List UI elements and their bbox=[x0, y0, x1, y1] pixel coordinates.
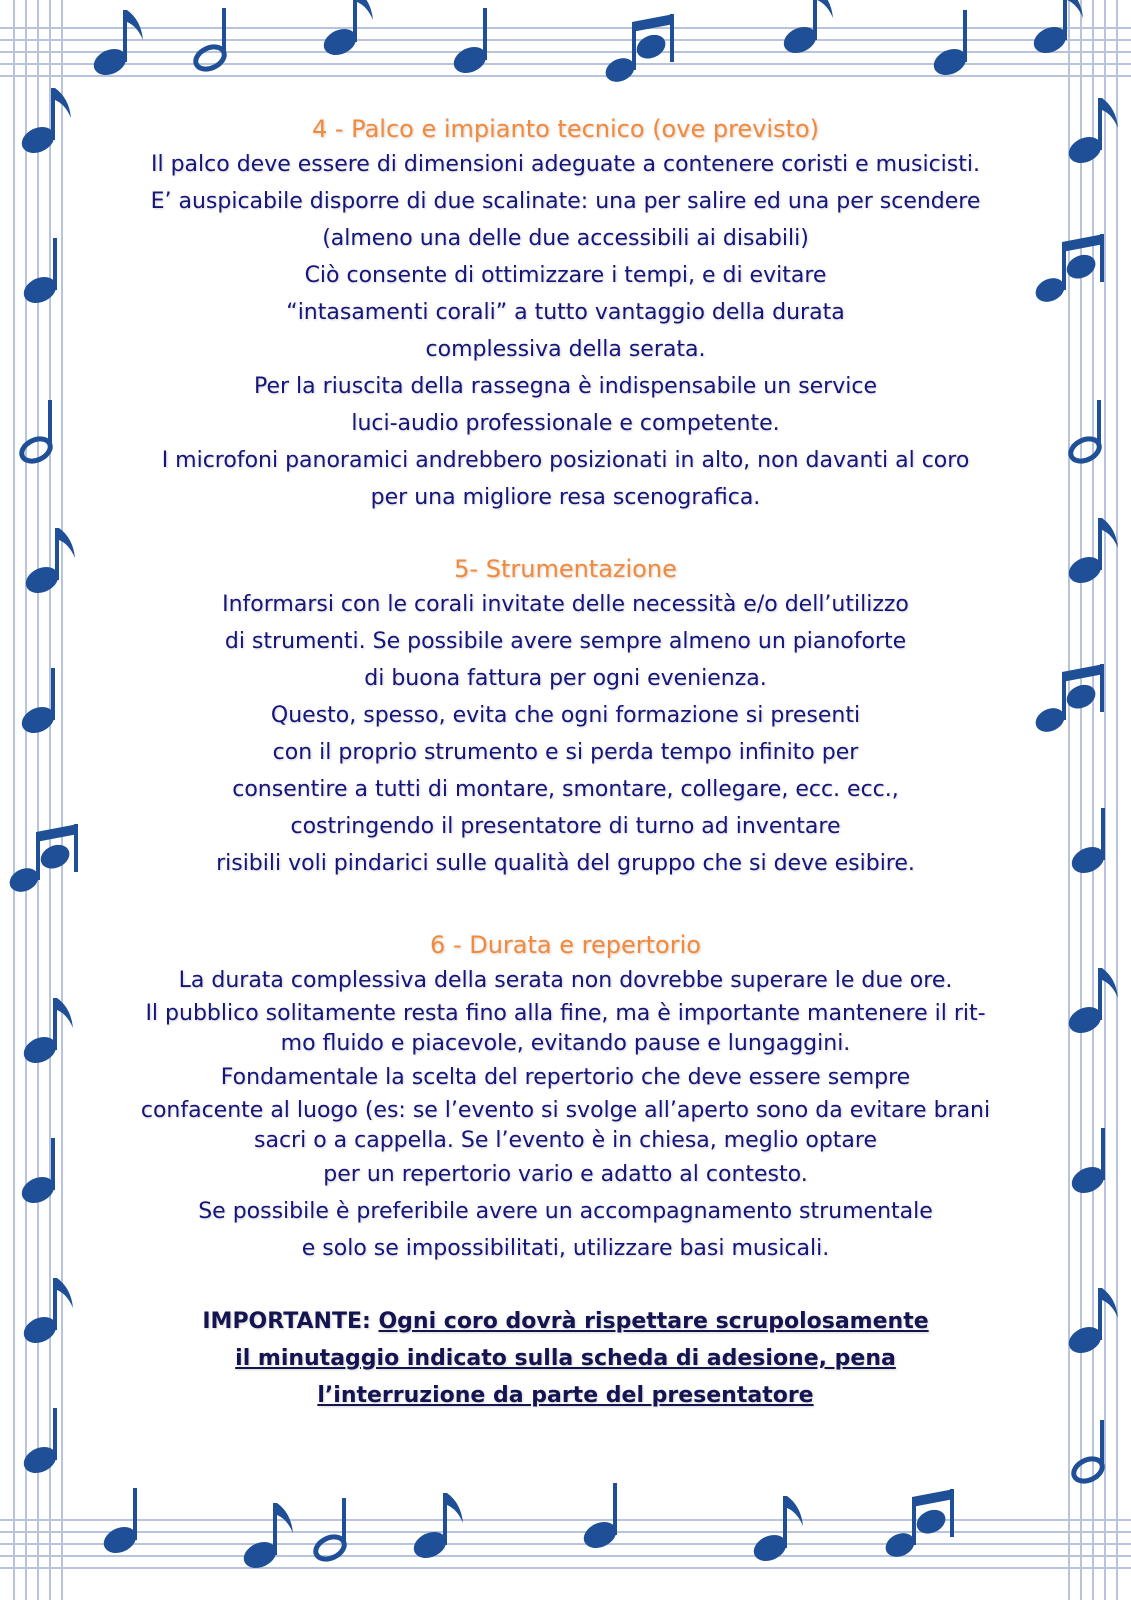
text-line: Il palco deve essere di dimensioni adeguate a contenere coristi e musicisti. bbox=[151, 152, 980, 177]
text-line: con il proprio strumento e si perda tempo infinito per bbox=[272, 740, 859, 765]
text-line: confacente al luogo (es: se l’evento si svolge all’aperto sono da evitare brani bbox=[140, 1098, 991, 1123]
text-line: complessiva della serata. bbox=[425, 337, 706, 362]
text-line: Fondamentale la scelta del repertorio che deve essere sempre bbox=[220, 1065, 911, 1090]
section-duration bbox=[60, 928, 1071, 1267]
text-line: per una migliore resa scenografica. bbox=[370, 485, 761, 510]
important-text: Ogni coro dovrà rispettare scrupolosamente bbox=[378, 1309, 929, 1334]
important-notice bbox=[60, 1303, 1071, 1414]
text-line: Il pubblico solitamente resta fino alla fine, ma è importante mantenere il rit- bbox=[145, 1001, 986, 1026]
text-line: Ciò consente di ottimizzare i tempi, e di evitare bbox=[304, 263, 827, 288]
section-stage bbox=[60, 112, 1071, 516]
text-line: “intasamenti corali” a tutto vantaggio della durata bbox=[286, 300, 845, 325]
text-line: Informarsi con le corali invitate delle necessità e/o dell’utilizzo bbox=[222, 592, 909, 617]
text-line: risibili voli pindarici sulle qualità del gruppo che si deve esibire. bbox=[216, 851, 915, 876]
text-line: La durata complessiva della serata non dovrebbe superare le due ore. bbox=[178, 968, 953, 993]
section-instruments bbox=[60, 552, 1071, 882]
text-line: luci-audio professionale e competente. bbox=[351, 411, 780, 436]
text-line: costringendo il presentatore di turno ad inventare bbox=[290, 814, 841, 839]
important-label: IMPORTANTE: bbox=[202, 1309, 371, 1334]
section-title: 4 - Palco e impianto tecnico (ove previsto) bbox=[311, 115, 820, 143]
section-title: 5- Strumentazione bbox=[454, 555, 677, 583]
section-title: 6 - Durata e repertorio bbox=[430, 931, 701, 959]
text-line: di buona fattura per ogni evenienza. bbox=[364, 666, 767, 691]
important-text: il minutaggio indicato sulla scheda di adesione, pena bbox=[235, 1346, 896, 1371]
text-line: Per la riuscita della rassegna è indispensabile un service bbox=[254, 374, 877, 399]
text-line: E’ auspicabile disporre di due scalinate: una per salire ed una per scendere bbox=[150, 189, 981, 214]
important-text: l’interruzione da parte del presentatore bbox=[317, 1383, 814, 1408]
text-line: mo fluido e piacevole, evitando pause e lungaggini. bbox=[280, 1031, 851, 1056]
text-line: Questo, spesso, evita che ogni formazione si presenti bbox=[270, 703, 861, 728]
text-line: sacri o a cappella. Se l’evento è in chiesa, meglio optare bbox=[254, 1128, 877, 1153]
text-line: Se possibile è preferibile avere un accompagnamento strumentale bbox=[198, 1199, 933, 1224]
text-line: consentire a tutti di montare, smontare, collegare, ecc. ecc., bbox=[232, 777, 899, 802]
document-body bbox=[60, 112, 1071, 1414]
text-line: per un repertorio vario e adatto al contesto. bbox=[323, 1162, 808, 1187]
text-line: I microfoni panoramici andrebbero posizionati in alto, non davanti al coro bbox=[161, 448, 970, 473]
text-line: di strumenti. Se possibile avere sempre almeno un pianoforte bbox=[224, 629, 907, 654]
text-line: e solo se impossibilitati, utilizzare basi musicali. bbox=[301, 1236, 830, 1261]
text-line: (almeno una delle due accessibili ai disabili) bbox=[322, 226, 809, 251]
